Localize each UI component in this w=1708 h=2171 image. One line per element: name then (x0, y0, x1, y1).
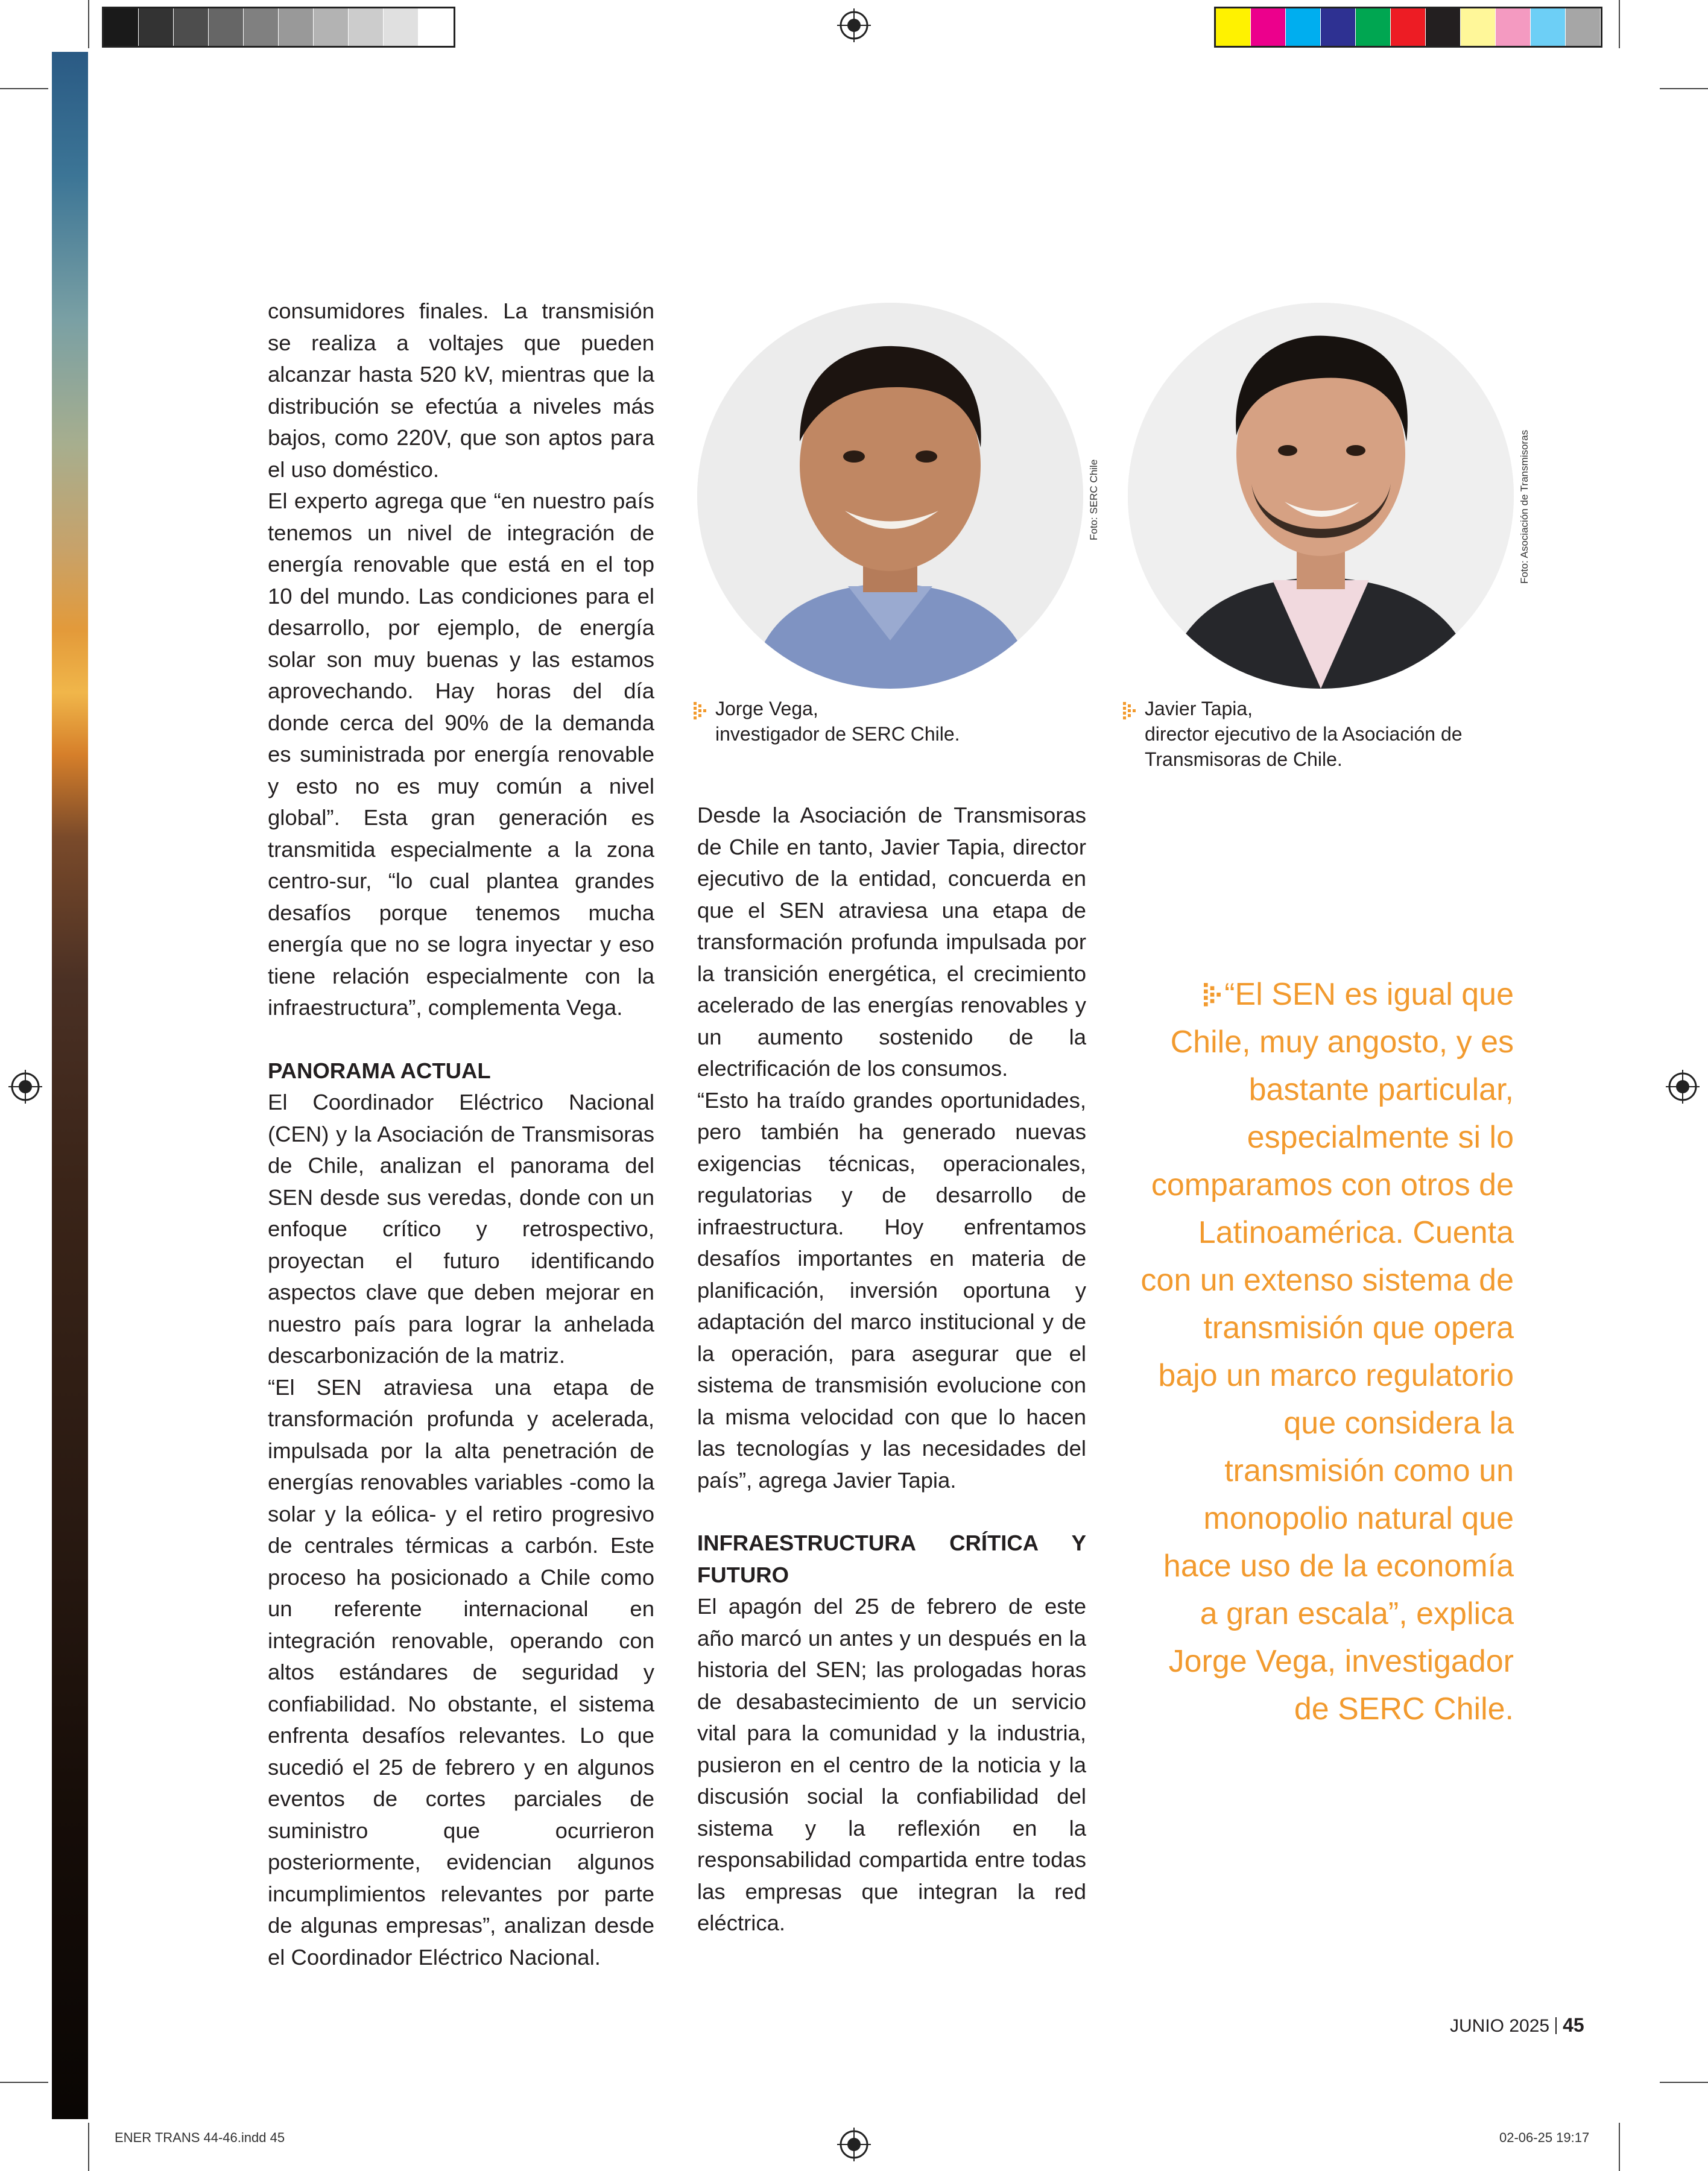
crop-mark (0, 88, 48, 89)
color-swatch (139, 8, 174, 46)
caption-role: director ejecutivo de la Asociación de Transmisoras de Chile. (1145, 723, 1463, 770)
color-swatch (1566, 8, 1601, 46)
body-paragraph: “El SEN atraviesa una etapa de transformación profunda y acelerada, impulsada por la alta penetración de energías renovables variables -como la solar y la eólica- y el retiro progresivo de centrales térmicas a carbón. Este proceso ha posicionado a Chile como un referente internacional en integración renovable, operando con altos estándares de seguridad y confiabilidad. No obstante, el sistema enfrenta desafíos relevantes. Lo que sucedió el 25 de febrero y en algunos eventos de cortes parciales de suministro que ocurrieron posteriormente, evidencian algunos incumplimientos relevantes por parte de algunas empresas”, analizan desde el Coordinador Eléctrico Nacional. (268, 1374, 654, 1970)
section-heading: PANORAMA ACTUAL (268, 1058, 491, 1083)
process-color-bar (1216, 8, 1601, 46)
body-paragraph: El experto agrega que “en nuestro país tenemos un nivel de integración de energía renovable que está en el top 10 del mundo. Las condiciones para el desarrollo, por ejemplo, de energía solar son muy buenas y las estamos aprovechando. Hay horas del día donde cerca del 90% de la demanda es suministrada por energía renovable y esto no es muy común a nivel global”. Esta gran generación es transmitida especialmente a la zona centro-sur, “lo cual plantea grandes desafíos porque tenemos mucha energía que no se logra inyectar y eso tiene relación especialmente con la infraestructura”, complementa Vega. (268, 488, 654, 1020)
body-paragraph: consumidores finales. La transmisión se realiza a voltajes que pueden alcanzar hasta 520 kV, mientras que la distribución se efectúa a niveles más bajos, como 220V, que son aptos para el uso doméstico. (268, 299, 654, 482)
folio-divider (1555, 2017, 1557, 2034)
color-swatch (279, 8, 314, 46)
registration-mark-icon (1666, 1070, 1700, 1104)
color-swatch (1321, 8, 1356, 46)
body-paragraph: “Esto ha traído grandes oportunidades, pero también ha generado nuevas exigencias técnicas, operacionales, regulatorias y de desarrollo de infraestructura. Hoy enfrentamos desafíos importantes en materia de planificación, inversión oportuna y adaptación del marco institucional y de la operación, para asegurar que el sistema de transmisión evolucione con la misma velocidad con que lo hacen las tecnologías y las necesidades del país”, agrega Javier Tapia. (697, 1087, 1086, 1493)
crop-mark (88, 0, 89, 48)
color-swatch (1286, 8, 1321, 46)
crop-mark (1660, 2082, 1708, 2083)
color-swatch (174, 8, 209, 46)
color-swatch (244, 8, 279, 46)
photo-credit: Foto: Asociación de Transmisoras (1519, 429, 1530, 584)
color-swatch (104, 8, 139, 46)
crop-mark (1619, 0, 1620, 48)
portrait-illustration (697, 303, 1083, 689)
color-swatch (1356, 8, 1391, 46)
decorative-landscape-strip (52, 52, 88, 2119)
crop-mark (0, 2082, 48, 2083)
left-text-column (268, 295, 654, 1973)
section-heading: INFRAESTRUCTURA CRÍTICA Y FUTURO (697, 1531, 1086, 1587)
crop-mark (1660, 88, 1708, 89)
portrait-caption-vega (715, 696, 1053, 747)
middle-text-column (697, 800, 1086, 1939)
portrait-jorge-vega (697, 303, 1083, 689)
registration-mark-icon (8, 1070, 42, 1104)
slug-timestamp: 02-06-25 19:17 (1499, 2130, 1590, 2145)
portrait-javier-tapia (1128, 303, 1514, 689)
page-number: 45 (1563, 2014, 1584, 2036)
color-swatch (314, 8, 349, 46)
pull-quote (1140, 971, 1514, 1733)
color-swatch (1426, 8, 1461, 46)
bullet-dots-icon (1123, 702, 1137, 720)
color-swatch (1461, 8, 1496, 46)
color-swatch (1496, 8, 1531, 46)
bullet-dots-icon (694, 702, 708, 720)
pull-quote-text: “El SEN es igual que Chile, muy angosto, y es bastante particular, especialmente si lo comparamos con otros de Latinoamérica. Cuenta con un extenso sistema de transmisión que opera bajo un marco regulatorio que considera la transmisión como un monopolio natural que hace uso de la economía a gran escala”, explica Jorge Vega, investigador de SERC Chile. (1140, 977, 1514, 1727)
portrait-illustration (1128, 303, 1514, 689)
color-swatch (1391, 8, 1426, 46)
registration-mark-icon (837, 2128, 871, 2161)
color-swatch (1531, 8, 1566, 46)
color-swatch (1251, 8, 1286, 46)
portrait-caption-tapia (1145, 696, 1531, 772)
caption-name: Jorge Vega, (715, 698, 818, 719)
color-swatch (209, 8, 244, 46)
issue-date: JUNIO 2025 (1450, 2016, 1550, 2036)
color-swatch (419, 8, 454, 46)
body-paragraph: El Coordinador Eléctrico Nacional (CEN) y la Asociación de Transmisoras de Chile, analizan el panorama del SEN desde sus veredas, donde con un enfoque crítico y retrospectivo, proyectan el futuro identificando aspectos clave que deben mejorar en nuestro país para lograr la anhelada descarbonización de la matriz. (268, 1090, 654, 1368)
bullet-dots-icon (1203, 983, 1224, 1007)
caption-role: investigador de SERC Chile. (715, 723, 960, 745)
photo-credit: Foto: SERC Chile (1088, 459, 1099, 540)
color-swatch (384, 8, 419, 46)
body-paragraph: Desde la Asociación de Transmisoras de Chile en tanto, Javier Tapia, director ejecutivo de la entidad, concuerda en que el SEN atraviesa una etapa de transformación profunda impulsada por la transición energética, el crecimiento acelerado de las energías renovables y un aumento sostenido de la electrificación de los consumos. (697, 803, 1086, 1081)
crop-mark (88, 2123, 89, 2171)
registration-mark-icon (837, 8, 871, 42)
color-swatch (349, 8, 384, 46)
grayscale-color-bar (104, 8, 454, 46)
page-folio (1450, 2014, 1584, 2037)
caption-name: Javier Tapia, (1145, 698, 1253, 719)
color-swatch (1216, 8, 1251, 46)
slug-file-name: ENER TRANS 44-46.indd 45 (115, 2130, 285, 2145)
crop-mark (1619, 2123, 1620, 2171)
body-paragraph: El apagón del 25 de febrero de este año marcó un antes y un después en la historia del SEN; las prologadas horas de desabastecimiento de un servicio vital para la comunidad y la industria, pusieron en el centro de la noticia y la discusión social la confiabilidad del sistema y la reflexión en la responsabilidad compartida entre todas las empresas que integran la red eléctrica. (697, 1594, 1086, 1935)
